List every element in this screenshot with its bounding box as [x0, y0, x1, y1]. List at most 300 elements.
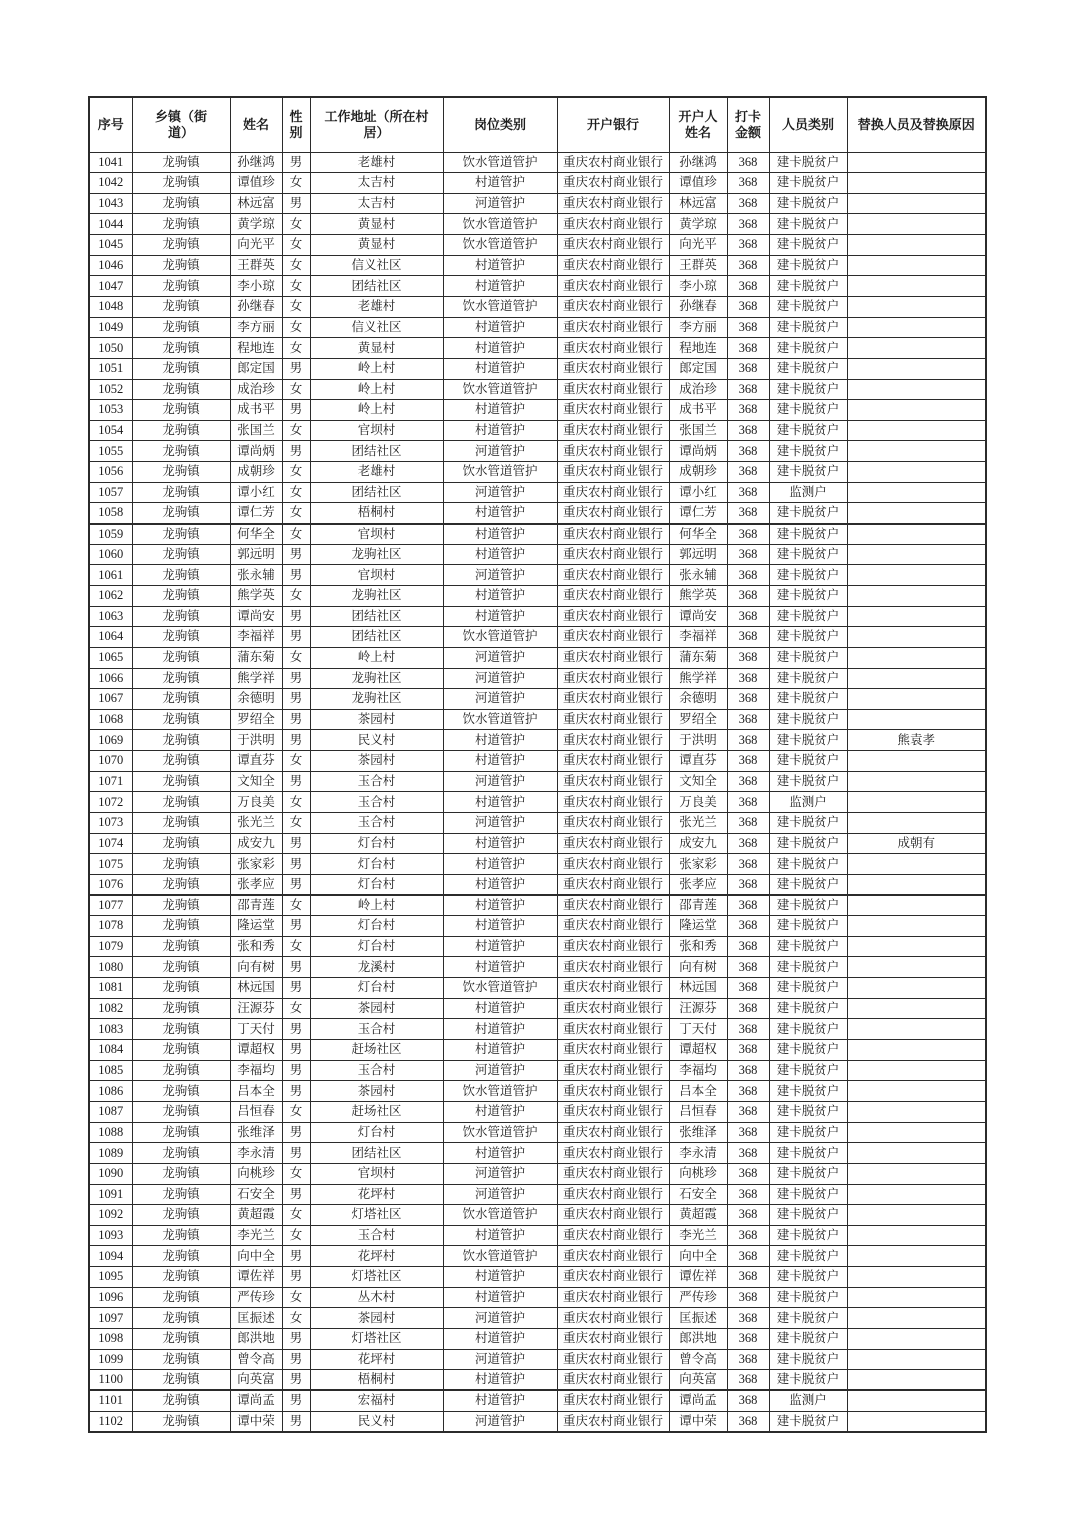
cell-account_name: 隆运堂: [669, 916, 727, 937]
cell-amount: 368: [727, 606, 769, 627]
cell-job_category: 村道管护: [443, 1143, 557, 1164]
cell-bank: 重庆农村商业银行: [557, 1267, 669, 1288]
cell-index: 1049: [89, 317, 132, 338]
cell-index: 1070: [89, 751, 132, 772]
cell-name: 黄学琼: [230, 214, 282, 235]
cell-bank: 重庆农村商业银行: [557, 709, 669, 730]
cell-work_address: 老雄村: [310, 462, 443, 483]
cell-gender: 女: [282, 585, 310, 606]
cell-index: 1056: [89, 462, 132, 483]
cell-account_name: 孙继鸿: [669, 152, 727, 173]
table-row: [89, 771, 986, 792]
cell-index: 1067: [89, 689, 132, 710]
cell-gender: 男: [282, 709, 310, 730]
cell-bank: 重庆农村商业银行: [557, 854, 669, 875]
cell-amount: 368: [727, 1205, 769, 1226]
cell-person_category: 建卡脱贫户: [769, 1308, 847, 1329]
cell-gender: 女: [282, 255, 310, 276]
cell-amount: 368: [727, 1225, 769, 1246]
cell-amount: 368: [727, 771, 769, 792]
cell-index: 1080: [89, 957, 132, 978]
cell-bank: 重庆农村商业银行: [557, 1081, 669, 1102]
cell-name: 李光兰: [230, 1225, 282, 1246]
cell-amount: 368: [727, 1370, 769, 1391]
cell-township: 龙驹镇: [132, 420, 230, 441]
cell-account_name: 成安九: [669, 833, 727, 854]
cell-gender: 女: [282, 276, 310, 297]
cell-gender: 男: [282, 544, 310, 565]
cell-job_category: 饮水管道管护: [443, 1122, 557, 1143]
cell-name: 于洪明: [230, 730, 282, 751]
cell-name: 林远国: [230, 978, 282, 999]
cell-replacement: [847, 1308, 986, 1329]
cell-account_name: 林远国: [669, 978, 727, 999]
cell-account_name: 张国兰: [669, 420, 727, 441]
cell-work_address: 官坝村: [310, 1163, 443, 1184]
cell-index: 1057: [89, 482, 132, 503]
cell-person_category: 建卡脱贫户: [769, 1329, 847, 1350]
cell-amount: 368: [727, 730, 769, 751]
cell-job_category: 村道管护: [443, 1329, 557, 1350]
cell-bank: 重庆农村商业银行: [557, 585, 669, 606]
cell-account_name: 汪源芬: [669, 998, 727, 1019]
cell-bank: 重庆农村商业银行: [557, 1390, 669, 1411]
cell-job_category: 河道管护: [443, 1308, 557, 1329]
cell-township: 龙驹镇: [132, 1122, 230, 1143]
cell-account_name: 张维泽: [669, 1122, 727, 1143]
cell-person_category: 建卡脱贫户: [769, 1163, 847, 1184]
cell-township: 龙驹镇: [132, 647, 230, 668]
cell-index: 1081: [89, 978, 132, 999]
cell-account_name: 李光兰: [669, 1225, 727, 1246]
cell-job_category: 河道管护: [443, 771, 557, 792]
cell-amount: 368: [727, 317, 769, 338]
cell-index: 1046: [89, 255, 132, 276]
table-header-row: [89, 97, 986, 152]
cell-township: 龙驹镇: [132, 1267, 230, 1288]
cell-job_category: 村道管护: [443, 400, 557, 421]
cell-gender: 男: [282, 1411, 310, 1432]
cell-township: 龙驹镇: [132, 854, 230, 875]
cell-account_name: 谭小红: [669, 482, 727, 503]
cell-amount: 368: [727, 441, 769, 462]
cell-account_name: 张光兰: [669, 813, 727, 834]
cell-bank: 重庆农村商业银行: [557, 1308, 669, 1329]
cell-account_name: 李永清: [669, 1143, 727, 1164]
cell-name: 林远富: [230, 193, 282, 214]
cell-bank: 重庆农村商业银行: [557, 1019, 669, 1040]
cell-gender: 女: [282, 895, 310, 916]
cell-gender: 女: [282, 317, 310, 338]
cell-person_category: 建卡脱贫户: [769, 1225, 847, 1246]
cell-work_address: 岭上村: [310, 895, 443, 916]
cell-gender: 女: [282, 751, 310, 772]
cell-index: 1054: [89, 420, 132, 441]
cell-job_category: 饮水管道管护: [443, 1246, 557, 1267]
cell-gender: 女: [282, 379, 310, 400]
cell-township: 龙驹镇: [132, 1349, 230, 1370]
cell-job_category: 饮水管道管护: [443, 1205, 557, 1226]
cell-bank: 重庆农村商业银行: [557, 358, 669, 379]
cell-account_name: 邵青莲: [669, 895, 727, 916]
cell-name: 严传珍: [230, 1287, 282, 1308]
cell-gender: 男: [282, 833, 310, 854]
cell-work_address: 玉合村: [310, 1225, 443, 1246]
cell-township: 龙驹镇: [132, 1246, 230, 1267]
cell-job_category: 村道管护: [443, 420, 557, 441]
cell-township: 龙驹镇: [132, 524, 230, 545]
cell-amount: 368: [727, 978, 769, 999]
cell-account_name: 丁天付: [669, 1019, 727, 1040]
cell-replacement: [847, 400, 986, 421]
cell-amount: 368: [727, 1390, 769, 1411]
cell-job_category: 村道管护: [443, 1287, 557, 1308]
table-row: [89, 296, 986, 317]
cell-index: 1063: [89, 606, 132, 627]
cell-account_name: 林远富: [669, 193, 727, 214]
cell-work_address: 团结社区: [310, 441, 443, 462]
cell-replacement: [847, 1060, 986, 1081]
cell-account_name: 谭中荣: [669, 1411, 727, 1432]
cell-township: 龙驹镇: [132, 1040, 230, 1061]
cell-work_address: 灯台村: [310, 854, 443, 875]
cell-replacement: [847, 173, 986, 194]
cell-gender: 女: [282, 462, 310, 483]
cell-account_name: 罗绍全: [669, 709, 727, 730]
cell-replacement: [847, 771, 986, 792]
cell-job_category: 村道管护: [443, 895, 557, 916]
cell-work_address: 灯塔社区: [310, 1267, 443, 1288]
table-row: [89, 1390, 986, 1411]
cell-job_category: 村道管护: [443, 854, 557, 875]
table-row: [89, 627, 986, 648]
cell-replacement: [847, 420, 986, 441]
cell-name: 熊学英: [230, 585, 282, 606]
cell-amount: 368: [727, 524, 769, 545]
cell-work_address: 灯台村: [310, 1122, 443, 1143]
cell-replacement: [847, 874, 986, 895]
cell-work_address: 玉合村: [310, 792, 443, 813]
cell-account_name: 谭佐祥: [669, 1267, 727, 1288]
cell-replacement: [847, 689, 986, 710]
cell-name: 向光平: [230, 235, 282, 256]
cell-township: 龙驹镇: [132, 1370, 230, 1391]
cell-gender: 男: [282, 978, 310, 999]
cell-job_category: 饮水管道管护: [443, 235, 557, 256]
cell-amount: 368: [727, 874, 769, 895]
cell-person_category: 建卡脱贫户: [769, 957, 847, 978]
cell-person_category: 建卡脱贫户: [769, 689, 847, 710]
cell-gender: 男: [282, 730, 310, 751]
cell-person_category: 建卡脱贫户: [769, 751, 847, 772]
cell-work_address: 黄显村: [310, 214, 443, 235]
cell-amount: 368: [727, 668, 769, 689]
column-header-account_name: [669, 97, 727, 152]
cell-account_name: 李方丽: [669, 317, 727, 338]
column-header-amount: [727, 97, 769, 152]
cell-job_category: 村道管护: [443, 606, 557, 627]
cell-job_category: 村道管护: [443, 276, 557, 297]
cell-replacement: [847, 235, 986, 256]
cell-township: 龙驹镇: [132, 276, 230, 297]
table-row: [89, 214, 986, 235]
cell-amount: 368: [727, 792, 769, 813]
cell-gender: 男: [282, 916, 310, 937]
cell-bank: 重庆农村商业银行: [557, 627, 669, 648]
table-row: [89, 358, 986, 379]
cell-gender: 男: [282, 854, 310, 875]
cell-bank: 重庆农村商业银行: [557, 1287, 669, 1308]
cell-account_name: 向英富: [669, 1370, 727, 1391]
cell-gender: 女: [282, 813, 310, 834]
cell-job_category: 村道管护: [443, 916, 557, 937]
cell-name: 向有树: [230, 957, 282, 978]
cell-replacement: [847, 978, 986, 999]
cell-index: 1092: [89, 1205, 132, 1226]
cell-person_category: 建卡脱贫户: [769, 276, 847, 297]
table-row: [89, 833, 986, 854]
cell-gender: 女: [282, 214, 310, 235]
cell-replacement: [847, 462, 986, 483]
cell-job_category: 村道管护: [443, 998, 557, 1019]
cell-name: 蒲东菊: [230, 647, 282, 668]
table-row: [89, 152, 986, 173]
cell-name: 李福祥: [230, 627, 282, 648]
cell-work_address: 灯台村: [310, 916, 443, 937]
cell-amount: 368: [727, 235, 769, 256]
cell-work_address: 岭上村: [310, 400, 443, 421]
column-header-label: 姓名: [242, 116, 269, 132]
cell-replacement: [847, 1184, 986, 1205]
cell-index: 1098: [89, 1329, 132, 1350]
cell-bank: 重庆农村商业银行: [557, 1411, 669, 1432]
table-row: [89, 1267, 986, 1288]
cell-replacement: [847, 544, 986, 565]
cell-replacement: [847, 255, 986, 276]
cell-amount: 368: [727, 255, 769, 276]
cell-bank: 重庆农村商业银行: [557, 1040, 669, 1061]
cell-job_category: 村道管护: [443, 1101, 557, 1122]
cell-amount: 368: [727, 647, 769, 668]
cell-job_category: 饮水管道管护: [443, 152, 557, 173]
cell-person_category: 建卡脱贫户: [769, 1370, 847, 1391]
cell-gender: 女: [282, 173, 310, 194]
cell-amount: 368: [727, 1122, 769, 1143]
table-row: [89, 1411, 986, 1432]
cell-work_address: 茶园村: [310, 709, 443, 730]
cell-work_address: 信义社区: [310, 255, 443, 276]
cell-gender: 男: [282, 689, 310, 710]
cell-replacement: [847, 379, 986, 400]
cell-job_category: 村道管护: [443, 173, 557, 194]
table-row: [89, 874, 986, 895]
cell-replacement: [847, 936, 986, 957]
cell-bank: 重庆农村商业银行: [557, 1225, 669, 1246]
cell-name: 吕恒春: [230, 1101, 282, 1122]
cell-township: 龙驹镇: [132, 173, 230, 194]
cell-township: 龙驹镇: [132, 400, 230, 421]
cell-name: 张孝应: [230, 874, 282, 895]
cell-amount: 368: [727, 338, 769, 359]
cell-index: 1068: [89, 709, 132, 730]
cell-replacement: [847, 998, 986, 1019]
table-row: [89, 193, 986, 214]
cell-work_address: 老雄村: [310, 296, 443, 317]
cell-account_name: 郭远明: [669, 544, 727, 565]
cell-gender: 男: [282, 1019, 310, 1040]
cell-person_category: 建卡脱贫户: [769, 1060, 847, 1081]
cell-name: 谭尚安: [230, 606, 282, 627]
cell-work_address: 灯台村: [310, 874, 443, 895]
cell-work_address: 岭上村: [310, 647, 443, 668]
cell-work_address: 民义村: [310, 730, 443, 751]
cell-name: 何华全: [230, 524, 282, 545]
cell-replacement: [847, 1390, 986, 1411]
column-header-replacement: [847, 97, 986, 152]
cell-bank: 重庆农村商业银行: [557, 730, 669, 751]
cell-bank: 重庆农村商业银行: [557, 1060, 669, 1081]
cell-township: 龙驹镇: [132, 709, 230, 730]
cell-amount: 368: [727, 957, 769, 978]
cell-work_address: 灯塔社区: [310, 1329, 443, 1350]
column-header-label: 开户银行: [586, 116, 639, 132]
column-header-gender: [282, 97, 310, 152]
cell-index: 1061: [89, 565, 132, 586]
cell-account_name: 孙继春: [669, 296, 727, 317]
cell-work_address: 黄显村: [310, 235, 443, 256]
cell-index: 1047: [89, 276, 132, 297]
cell-township: 龙驹镇: [132, 1390, 230, 1411]
cell-gender: 女: [282, 936, 310, 957]
cell-work_address: 玉合村: [310, 813, 443, 834]
cell-gender: 男: [282, 668, 310, 689]
cell-name: 谭仁芳: [230, 503, 282, 524]
cell-township: 龙驹镇: [132, 193, 230, 214]
cell-job_category: 村道管护: [443, 792, 557, 813]
table-row: [89, 585, 986, 606]
cell-bank: 重庆农村商业银行: [557, 544, 669, 565]
cell-account_name: 谭尚安: [669, 606, 727, 627]
cell-work_address: 民义村: [310, 1411, 443, 1432]
cell-person_category: 建卡脱贫户: [769, 1122, 847, 1143]
cell-amount: 368: [727, 276, 769, 297]
cell-bank: 重庆农村商业银行: [557, 1329, 669, 1350]
cell-gender: 男: [282, 1390, 310, 1411]
table-row: [89, 173, 986, 194]
cell-account_name: 张永辅: [669, 565, 727, 586]
cell-bank: 重庆农村商业银行: [557, 214, 669, 235]
cell-work_address: 茶园村: [310, 751, 443, 772]
cell-replacement: [847, 813, 986, 834]
cell-account_name: 吕恒春: [669, 1101, 727, 1122]
cell-index: 1050: [89, 338, 132, 359]
cell-township: 龙驹镇: [132, 978, 230, 999]
cell-name: 黄超霞: [230, 1205, 282, 1226]
cell-replacement: [847, 1349, 986, 1370]
cell-replacement: [847, 193, 986, 214]
cell-job_category: 村道管护: [443, 1225, 557, 1246]
cell-bank: 重庆农村商业银行: [557, 255, 669, 276]
cell-township: 龙驹镇: [132, 813, 230, 834]
cell-index: 1079: [89, 936, 132, 957]
cell-gender: 男: [282, 193, 310, 214]
table-row: [89, 317, 986, 338]
cell-township: 龙驹镇: [132, 503, 230, 524]
cell-account_name: 石安全: [669, 1184, 727, 1205]
cell-job_category: 村道管护: [443, 1040, 557, 1061]
cell-name: 谭小红: [230, 482, 282, 503]
cell-township: 龙驹镇: [132, 792, 230, 813]
cell-bank: 重庆农村商业银行: [557, 276, 669, 297]
cell-person_category: 监测户: [769, 482, 847, 503]
cell-job_category: 河道管护: [443, 193, 557, 214]
cell-account_name: 匡振述: [669, 1308, 727, 1329]
cell-replacement: [847, 916, 986, 937]
cell-name: 向桃珍: [230, 1163, 282, 1184]
cell-township: 龙驹镇: [132, 358, 230, 379]
cell-replacement: 熊袁孝: [847, 730, 986, 751]
cell-index: 1084: [89, 1040, 132, 1061]
cell-township: 龙驹镇: [132, 1411, 230, 1432]
cell-job_category: 村道管护: [443, 874, 557, 895]
cell-name: 谭超权: [230, 1040, 282, 1061]
cell-amount: 368: [727, 627, 769, 648]
table-row: [89, 854, 986, 875]
column-header-label: 打卡金额: [734, 108, 761, 140]
cell-work_address: 官坝村: [310, 565, 443, 586]
cell-name: 罗绍全: [230, 709, 282, 730]
cell-township: 龙驹镇: [132, 1101, 230, 1122]
cell-township: 龙驹镇: [132, 482, 230, 503]
cell-account_name: 李小琼: [669, 276, 727, 297]
table-row: [89, 813, 986, 834]
cell-replacement: [847, 585, 986, 606]
table-row: [89, 751, 986, 772]
cell-person_category: 建卡脱贫户: [769, 936, 847, 957]
cell-work_address: 花坪村: [310, 1184, 443, 1205]
cell-amount: 368: [727, 585, 769, 606]
cell-index: 1045: [89, 235, 132, 256]
cell-amount: 368: [727, 544, 769, 565]
cell-job_category: 村道管护: [443, 730, 557, 751]
table-row: [89, 647, 986, 668]
cell-job_category: 村道管护: [443, 317, 557, 338]
cell-account_name: 向桃珍: [669, 1163, 727, 1184]
cell-gender: 男: [282, 1184, 310, 1205]
cell-bank: 重庆农村商业银行: [557, 193, 669, 214]
cell-bank: 重庆农村商业银行: [557, 916, 669, 937]
cell-bank: 重庆农村商业银行: [557, 647, 669, 668]
cell-index: 1044: [89, 214, 132, 235]
table-row: [89, 255, 986, 276]
cell-amount: 368: [727, 1308, 769, 1329]
cell-amount: 368: [727, 1349, 769, 1370]
cell-township: 龙驹镇: [132, 833, 230, 854]
cell-person_category: 建卡脱贫户: [769, 833, 847, 854]
cell-replacement: [847, 1163, 986, 1184]
cell-account_name: 成书平: [669, 400, 727, 421]
cell-index: 1096: [89, 1287, 132, 1308]
cell-job_category: 河道管护: [443, 1163, 557, 1184]
cell-work_address: 花坪村: [310, 1349, 443, 1370]
column-header-job_category: [443, 97, 557, 152]
cell-account_name: 向光平: [669, 235, 727, 256]
cell-amount: 368: [727, 503, 769, 524]
cell-index: 1066: [89, 668, 132, 689]
cell-index: 1072: [89, 792, 132, 813]
table-row: [89, 1225, 986, 1246]
cell-township: 龙驹镇: [132, 1287, 230, 1308]
